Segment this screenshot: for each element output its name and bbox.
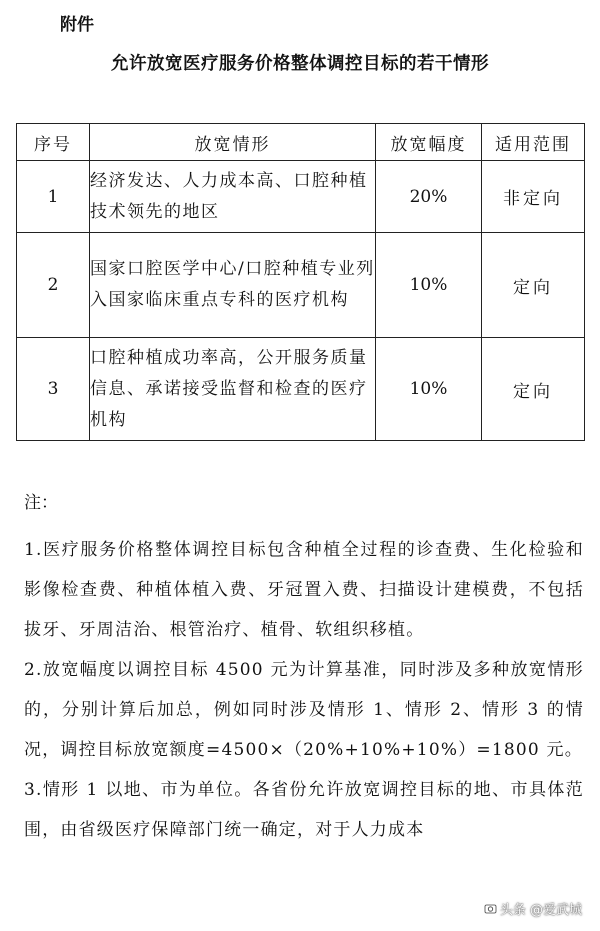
row-scope: 非定向 bbox=[482, 161, 585, 233]
row-number: 2 bbox=[17, 233, 90, 338]
column-header-range: 放宽幅度 bbox=[376, 124, 482, 161]
column-header-case: 放宽情形 bbox=[90, 124, 376, 161]
watermark bbox=[484, 899, 582, 918]
watermark-text: 头条 @爱武城 bbox=[499, 903, 582, 918]
document-title: 允许放宽医疗服务价格整体调控目标的若干情形 bbox=[111, 54, 489, 74]
row-case: 经济发达、人力成本高、口腔种植技术领先的地区 bbox=[90, 161, 376, 233]
note-item: 3.情形 1 以地、市为单位。各省份允许放宽调控目标的地、市具体范围，由省级医疗保障部门统一确定，对于人力成本 bbox=[24, 780, 584, 840]
row-range: 10% bbox=[376, 233, 482, 338]
row-range: 20% bbox=[376, 161, 482, 233]
row-number: 1 bbox=[17, 161, 90, 233]
note-item: 1.医疗服务价格整体调控目标包含种植全过程的诊查费、生化检验和影像检查费、种植体植入费、牙冠置入费、扫描设计建模费，不包括拔牙、牙周洁治、根管治疗、植骨、软组织移植。 bbox=[24, 540, 584, 640]
row-number: 3 bbox=[17, 338, 90, 441]
attachment-label: 附件 bbox=[60, 15, 94, 35]
table-row bbox=[17, 233, 585, 338]
row-case: 口腔种植成功率高，公开服务质量信息、承诺接受监督和检查的医疗机构 bbox=[90, 338, 376, 441]
camera-icon bbox=[484, 902, 497, 915]
row-range: 10% bbox=[376, 338, 482, 441]
note-item: 2.放宽幅度以调控目标 4500 元为计算基准，同时涉及多种放宽情形的，分别计算后加总，例如同时涉及情形 1、情形 2、情形 3 的情况，调控目标放宽额度=4500×（20%+10%+10%）=1800 元。 bbox=[24, 660, 584, 760]
row-case: 国家口腔医学中心/口腔种植专业列入国家临床重点专科的医疗机构 bbox=[90, 233, 376, 338]
row-scope: 定向 bbox=[482, 233, 585, 338]
column-header-number: 序号 bbox=[17, 124, 90, 161]
notes-section bbox=[24, 488, 584, 850]
table-row bbox=[17, 338, 585, 441]
row-scope: 定向 bbox=[482, 338, 585, 441]
table-row bbox=[17, 161, 585, 233]
notes-heading: 注： bbox=[24, 493, 58, 513]
policy-table bbox=[16, 123, 585, 441]
column-header-scope: 适用范围 bbox=[482, 124, 585, 161]
table-header-row bbox=[17, 124, 585, 161]
